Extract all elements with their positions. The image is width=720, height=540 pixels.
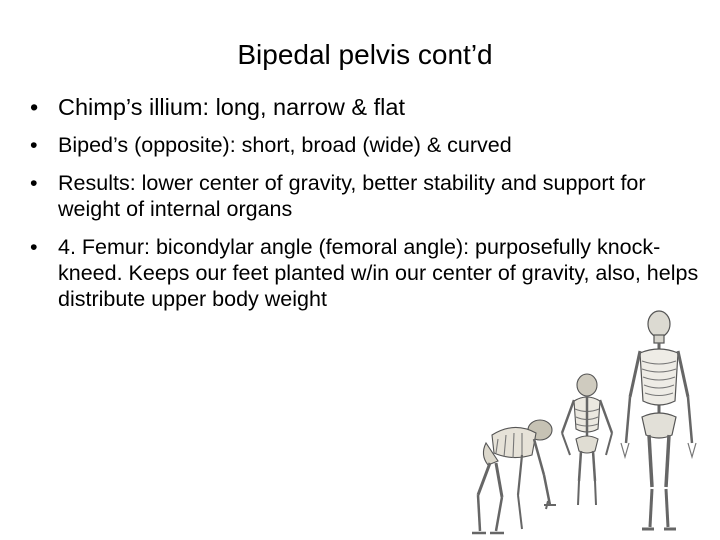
human-skeleton-icon [621, 311, 696, 529]
bullet-item [30, 170, 710, 222]
bullet-item [30, 234, 710, 312]
bullet-text: Results: lower center of gravity, better stability and support for weight of internal organs [58, 171, 646, 221]
slide-title: Bipedal pelvis cont’d [237, 39, 493, 70]
gibbon-skeleton-icon [562, 374, 612, 505]
bullet-glyph: • [30, 133, 38, 157]
bullet-glyph: • [30, 94, 39, 120]
bullet-list [30, 92, 710, 324]
bullet-item [30, 132, 710, 158]
chimpanzee-skeleton-icon [472, 420, 556, 533]
bullet-item [30, 92, 710, 122]
bullet-text: 4. Femur: bicondylar angle (femoral angle): purposefully knock-kneed. Keeps our feet planted w/in our center of gravity, also, helps distribute upper body weight [58, 235, 699, 311]
bullet-text: Chimp’s illium: long, narrow & flat [58, 94, 405, 120]
skeleton-comparison-image [452, 305, 716, 540]
bullet-text: Biped’s (opposite): short, broad (wide) & curved [58, 133, 512, 157]
bullet-glyph: • [30, 235, 38, 259]
bullet-glyph: • [30, 171, 38, 195]
